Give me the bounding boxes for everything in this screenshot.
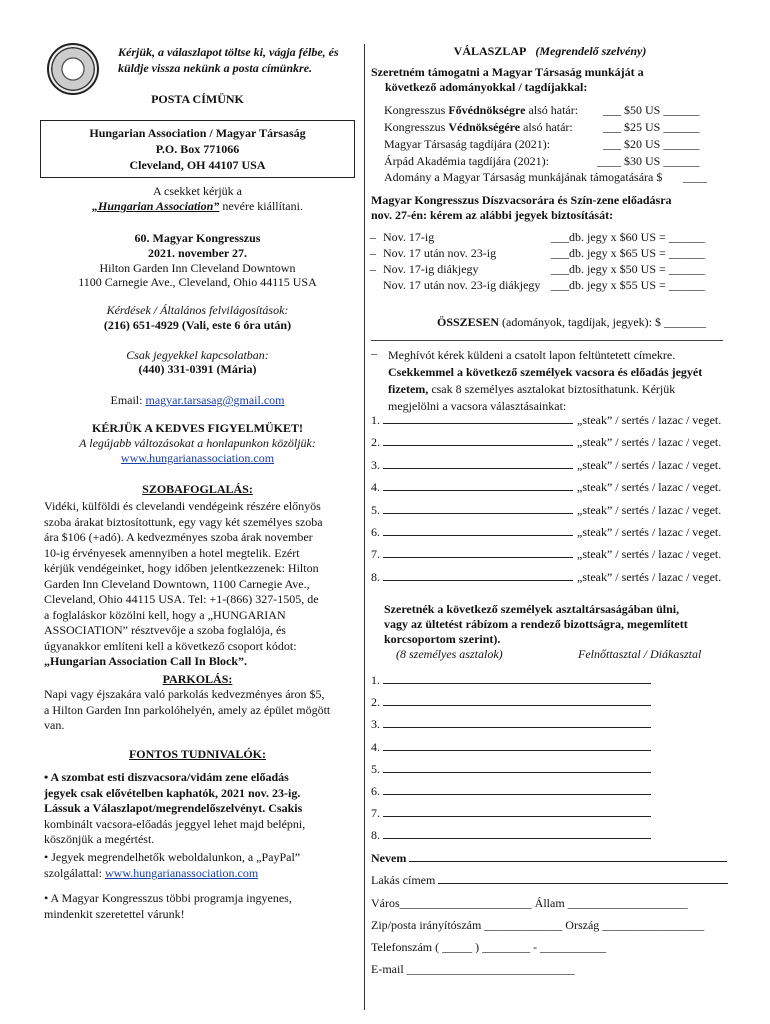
seating-row[interactable] (371, 806, 651, 821)
invite-rest: csak 8 személyes asztalokat biztosíthatunk. Kérjük (428, 382, 676, 396)
meal-row-number: 1. (371, 413, 383, 427)
invite-line: Meghívót kérek küldeni a csatolt lapon feltüntetett címekre. (388, 348, 676, 362)
ticket-price[interactable]: ___db. jegy x $65 US = ______ (551, 246, 705, 260)
seating-row[interactable] (371, 784, 651, 799)
important-line: jegyek csak elővételben kaphatók, 2021 nov. 23-ig. (44, 785, 301, 800)
city-state-field[interactable]: Város______________________ Állam ____________________ (371, 896, 688, 910)
seating-row-number: 8. (371, 828, 383, 843)
invite-text (388, 347, 702, 415)
address-field[interactable] (371, 873, 728, 888)
meal-row[interactable] (371, 413, 721, 428)
meal-name-line[interactable] (383, 445, 573, 446)
invite-checkbox[interactable]: – (371, 346, 377, 360)
meal-name-line[interactable] (383, 557, 573, 558)
venue-line2: 1100 Carnegie Ave., Cleveland, Ohio 44115 USA (78, 275, 317, 289)
check-line1: A csekket kérjük a (153, 184, 242, 198)
email-row (40, 393, 355, 408)
name-field[interactable] (371, 851, 727, 866)
seating-text (384, 602, 688, 647)
room-line: ASSOCIATION” résztvevője a szoba foglalója, és (44, 623, 286, 637)
address-input-line[interactable] (438, 883, 728, 884)
meal-row[interactable] (371, 547, 721, 562)
attention-title: KÉRJÜK A KEDVES FIGYELMÜKET! (91, 421, 304, 435)
room-line: úgyanakkor említeni kell a következő csoport kódot: (44, 638, 297, 653)
posta-title: POSTA CÍMÜNK (151, 92, 244, 106)
form-title: VÁLASZLAP (453, 44, 527, 58)
check-payee: „Hungarian Association” (92, 199, 220, 213)
meal-choice[interactable]: „steak” / sertés / lazac / veget. (577, 435, 722, 450)
important-text (44, 770, 359, 848)
important-line: köszönjük a megértést. (44, 832, 155, 846)
email-label: Email: (110, 393, 146, 407)
name-input-line[interactable] (409, 861, 727, 862)
meal-row[interactable] (371, 525, 721, 540)
association-logo (47, 43, 99, 95)
meal-row[interactable] (371, 570, 721, 585)
seating-line: Szeretnék a következő személyek asztaltársaságában ülni, (384, 602, 680, 616)
ticket-price[interactable]: ___db. jegy x $50 US = ______ (551, 262, 705, 276)
parking-line: van. (44, 718, 65, 732)
paypal-site-row (44, 866, 359, 882)
seating-name-line[interactable] (383, 750, 651, 751)
seating-row[interactable] (371, 695, 651, 710)
donation-amount[interactable]: ___ $20 US ______ (603, 137, 700, 151)
meal-row-number: 4. (371, 480, 383, 495)
questions-phone: (216) 651-4929 (Vali, este 6 óra után) (103, 318, 292, 332)
paypal-link[interactable]: www.hungarianassociation.com (104, 865, 259, 880)
seating-row-number: 3. (371, 717, 383, 732)
meal-name-line[interactable] (383, 580, 573, 581)
meal-row-number: 5. (371, 502, 383, 517)
room-line: Garden Inn Cleveland Downtown, 1100 Carnegie Ave., (44, 576, 310, 591)
meal-row-number: 7. (371, 547, 383, 562)
zip-country-field[interactable]: Zip/posta irányítószám _____________ Ország _________________ (371, 918, 705, 932)
seating-row-number: 1. (371, 673, 383, 687)
seating-row[interactable] (371, 828, 651, 843)
free-programs-text (44, 891, 359, 922)
seating-line: vagy az ültetést rábízom a rendező bizottságra, megemlített (384, 617, 688, 631)
questions-label: Kérdések / Általános felvilágosítások: (106, 303, 289, 317)
room-line: ára $106 (+adó). A kedvezményes szoba árak november (44, 530, 313, 544)
meal-row[interactable] (371, 435, 721, 450)
meal-choice[interactable]: „steak” / sertés / lazac / veget. (577, 569, 722, 584)
email-link[interactable]: magyar.tarsasag@gmail.com (145, 393, 285, 407)
invite-line: megjelölni a vacsora választásainkat: (388, 399, 567, 413)
seating-row-number: 6. (371, 784, 383, 798)
ticket-price[interactable]: ___db. jegy x $55 US = ______ (551, 278, 705, 292)
address-line: Hungarian Association / Magyar Társaság (89, 126, 306, 140)
seating-name-line[interactable] (383, 794, 651, 795)
check-line2 (40, 199, 355, 214)
dinner-line1: Magyar Kongresszus Díszvacsorára és Szín-zene előadásra (371, 193, 672, 207)
donation-label: Adomány a Magyar Társaság munkájának támogatására $ (384, 170, 663, 184)
ticket-label: Nov. 17-ig (383, 230, 435, 244)
invite-line: Csekkemmel a következő személyek vacsora és előadás jegyét (388, 365, 703, 379)
seating-name-line[interactable] (383, 772, 651, 773)
room-line: „Hungarian Association Call In Block”. (44, 654, 248, 668)
room-line: a foglaláskor közölni kell, hogy a „HUNGARIAN (44, 607, 286, 622)
room-line: Cleveland, Ohio 44115 USA. Tel: +1-(866) 327-1505, de (44, 592, 319, 606)
meal-choice[interactable]: „steak” / sertés / lazac / veget. (577, 502, 722, 517)
meal-row-number: 3. (371, 457, 383, 472)
tickets-phone: (440) 331-0391 (Mária) (138, 362, 257, 376)
donation-amount[interactable]: ___ $50 US ______ (603, 103, 700, 117)
seating-row-number: 2. (371, 695, 383, 710)
meal-row-number: 6. (371, 525, 383, 539)
seating-row[interactable] (371, 762, 651, 777)
seating-name-line[interactable] (383, 727, 651, 728)
seating-row-number: 5. (371, 761, 383, 776)
seating-row-number: 7. (371, 806, 383, 821)
important-line: • A szombat esti diszvacsora/vidám zene előadás (44, 770, 289, 784)
address-box (40, 120, 355, 178)
name-label: Nevem (371, 851, 407, 865)
meal-row[interactable] (371, 503, 721, 518)
parking-line: Napi vagy éjszakára való parkolás kedvezményes áron $5, (44, 687, 325, 701)
ticket-label: Nov. 17-ig diákjegy (383, 262, 479, 276)
seating-name-line[interactable] (383, 705, 651, 706)
total-row[interactable] (437, 315, 706, 330)
important-line: Lássuk a Válaszlapot/megrendelőszelvényt. Csakis (44, 801, 303, 815)
ticket-checkbox[interactable]: – (370, 262, 376, 276)
meal-name-line[interactable] (383, 513, 573, 514)
seating-row-number: 4. (371, 739, 383, 754)
room-line: 10-ig érvényesek amennyiben a hotel megtelik. Ezért (44, 545, 300, 560)
total-label: ÖSSZESEN (437, 315, 500, 329)
seating-line: korcsoportom szerint). (384, 632, 501, 646)
meal-row[interactable] (371, 480, 721, 495)
meal-choice[interactable]: „steak” / sertés / lazac / veget. (577, 547, 722, 562)
donation-label: Magyar Társaság tagdíjára (2021): (384, 137, 551, 151)
check-suffix: nevére kiállítani. (219, 199, 303, 213)
room-text (44, 499, 359, 670)
intro-text: Kérjük, a válaszlapot töltse ki, vágja félbe, és küldje vissza nekünk a posta címünkre. (118, 45, 339, 75)
ticket-checkbox[interactable]: – (370, 230, 376, 244)
meal-row-number: 2. (371, 435, 383, 450)
invite-bold: fizetem, (388, 382, 429, 396)
email-field[interactable]: E-mail ____________________________ (371, 962, 575, 976)
ticket-price[interactable]: ___db. jegy x $60 US = ______ (551, 230, 705, 244)
support-line2: következő adományokkal / tagdíjakkal: (385, 80, 588, 94)
meal-name-line[interactable] (383, 468, 573, 469)
free-line: mindenkit szeretettel várunk! (44, 906, 185, 921)
tickets-label: Csak jegyekkel kapcsolatban: (126, 348, 269, 362)
donation-label: Kongresszus Védnökségére alsó határ: (384, 120, 573, 134)
donation-amount[interactable]: ____ $30 US ______ (597, 154, 700, 168)
donation-label: Kongresszus Fővédnökségre alsó határ: (384, 103, 579, 117)
meal-choice[interactable]: „steak” / sertés / lazac / veget. (577, 457, 722, 472)
website-row (40, 451, 355, 466)
donation-amount[interactable]: ___ $25 US ______ (603, 120, 700, 134)
seating-row[interactable] (371, 717, 651, 732)
congress-date: 2021. november 27. (147, 246, 248, 260)
attention-text: A legújabb változásokat a honlapunkon közöljük: (79, 436, 316, 450)
support-line1: Szeretném támogatni a Magyar Társaság munkáját a (371, 65, 644, 79)
total-text: (adományok, tagdíjak, jegyek): $ _______ (499, 315, 706, 329)
ticket-label: Nov. 17 után nov. 23-ig (383, 246, 497, 260)
meal-row-number: 8. (371, 569, 383, 584)
seating-name-line[interactable] (383, 816, 651, 817)
seating-sub-right[interactable]: Felnőttasztal / Diákasztal (578, 647, 702, 661)
form-title-row (370, 44, 730, 59)
meal-name-line[interactable] (383, 535, 573, 536)
form-subtitle: (Megrendelő szelvény) (535, 44, 647, 58)
ticket-checkbox[interactable]: – (370, 246, 376, 260)
donation-label: Árpád Akadémia tagdíjára (2021): (384, 154, 549, 168)
meal-choice[interactable]: „steak” / sertés / lazac / veget. (577, 480, 722, 495)
room-line: kérjük vendégeinket, hogy időben jelentkezzenek: Hilton (44, 561, 319, 575)
meal-row[interactable] (371, 458, 721, 473)
donation-row (384, 120, 573, 135)
venue-line1: Hilton Garden Inn Cleveland Downtown (99, 261, 296, 275)
seating-sub-left: (8 személyes asztalok) (396, 647, 503, 661)
address-line: P.O. Box 771066 (155, 142, 240, 156)
seating-row[interactable] (371, 740, 651, 755)
room-line: Vidéki, külföldi és clevelandi vendégeink részére előnyös (44, 499, 321, 513)
paypal-line: • Jegyek megrendelhetők weboldalunkon, a „PayPal” (44, 850, 301, 864)
paypal-text (44, 850, 359, 881)
donation-amount[interactable]: ____ (683, 170, 707, 184)
important-line: kombinált vacsora-előadás jeggyel lehet majd belépni, (44, 816, 306, 831)
seating-row[interactable] (371, 673, 651, 688)
parking-line: a Hilton Garden Inn parkolóhelyén, amely az épület mögött (44, 702, 331, 717)
separator-line (371, 340, 723, 341)
free-line: • A Magyar Kongresszus többi programja ingyenes, (44, 891, 292, 905)
meal-name-line[interactable] (383, 423, 573, 424)
meal-choice[interactable]: „steak” / sertés / lazac / veget. (577, 525, 722, 539)
seating-name-line[interactable] (383, 683, 651, 684)
invite-line (388, 381, 702, 398)
room-line: szoba árakat biztosítottunk, egy vagy két személyes szoba (44, 514, 323, 529)
cut-line-divider (364, 44, 365, 1010)
parking-title: PARKOLÁS: (162, 672, 233, 686)
address-line: Cleveland, OH 44107 USA (129, 158, 266, 172)
room-title: SZOBAFOGLALÁS: (142, 482, 253, 496)
parking-text (44, 687, 359, 734)
meal-name-line[interactable] (383, 490, 573, 491)
paypal-prefix: szolgálattal: (44, 865, 105, 880)
phone-field[interactable]: Telefonszám ( _____ ) ________ - ___________ (371, 940, 607, 954)
website-link[interactable]: www.hungarianassociation.com (120, 451, 275, 465)
address-label: Lakás címem (371, 873, 436, 887)
dinner-line2: nov. 27-én: kérem az alábbi jegyek biztosítását: (371, 208, 614, 222)
donation-row (384, 103, 578, 118)
ticket-label: Nov. 17 után nov. 23-ig diákjegy (383, 278, 541, 292)
congress-title: 60. Magyar Kongresszus (134, 231, 261, 245)
meal-choice[interactable]: „steak” / sertés / lazac / veget. (577, 413, 722, 427)
seating-name-line[interactable] (383, 838, 651, 839)
important-title: FONTOS TUDNIVALÓK: (128, 747, 267, 761)
